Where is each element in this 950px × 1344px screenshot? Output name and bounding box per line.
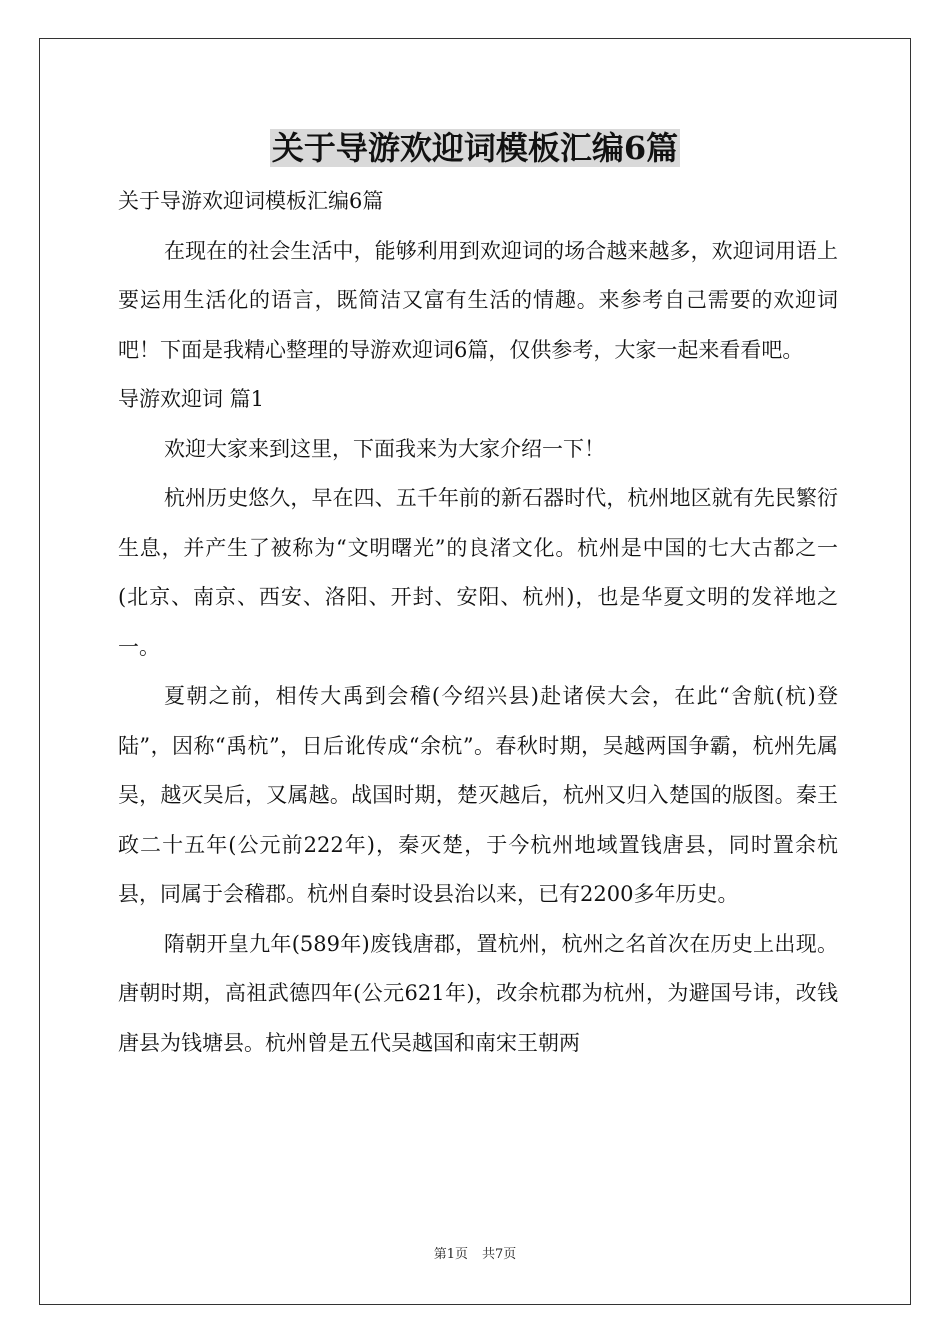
page-footer [0, 1246, 950, 1264]
section-heading: 导游欢迎词 篇1 [118, 387, 265, 411]
intro-paragraph: 在现在的社会生活中，能够利用到欢迎词的场合越来越多，欢迎词用语上要运用生活化的语言，既简洁又富有生活的情趣。来参考自己需要的欢迎词吧！下面是我精心整理的导游欢迎词6篇，仅供参考，大家一起来看看吧。 [118, 238, 838, 362]
document-title-text: 关于导游欢迎词模板汇编6篇 [271, 129, 679, 167]
document-body [118, 177, 838, 1068]
body-paragraph: 欢迎大家来到这里，下面我来为大家介绍一下！ [164, 436, 605, 461]
body-paragraph: 杭州历史悠久，早在四、五千年前的新石器时代，杭州地区就有先民繁衍生息，并产生了被称为“文明曙光”的良渚文化。杭州是中国的七大古都之一(北京、南京、西安、洛阳、开封、安阳、杭州)，也是华夏文明的发祥地之一。 [118, 486, 838, 659]
page-total: 共7页 [482, 1247, 517, 1262]
subtitle-line: 关于导游欢迎词模板汇编6篇 [118, 189, 384, 213]
body-paragraph: 隋朝开皇九年(589年)废钱唐郡，置杭州，杭州之名首次在历史上出现。唐朝时期，高祖武德四年(公元621年)，改余杭郡为杭州，为避国号讳，改钱唐县为钱塘县。杭州曾是五代吴越国和南宋王朝两 [118, 931, 838, 1055]
document-title [0, 125, 950, 171]
body-paragraph: 夏朝之前，相传大禹到会稽(今绍兴县)赴诸侯大会，在此“舍航(杭)登陆”，因称“禹杭”，日后讹传成“余杭”。春秋时期，吴越两国争霸，杭州先属吴，越灭吴后，又属越。战国时期，楚灭越后，杭州又归入楚国的版图。秦王政二十五年(公元前222年)，秦灭楚，于今杭州地域置钱唐县，同时置余杭县，同属于会稽郡。杭州自秦时设县治以来，已有2200多年历史。 [118, 684, 838, 906]
page-number: 第1页 [433, 1247, 468, 1262]
